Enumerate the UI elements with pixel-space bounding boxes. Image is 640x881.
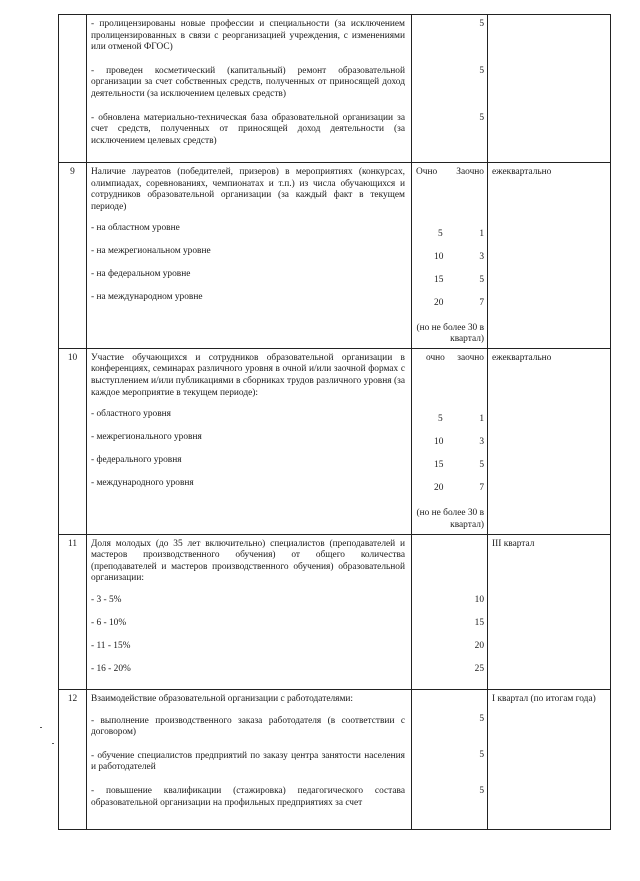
points-remote: 3 bbox=[479, 437, 484, 448]
criterion-heading: Взаимодействие образовательной организации с работодателями: bbox=[91, 693, 354, 704]
points-value bbox=[416, 595, 484, 618]
points-pair bbox=[416, 414, 484, 437]
criterion-subitem: - на международном уровне bbox=[91, 292, 203, 303]
points-value bbox=[416, 664, 484, 687]
table-row bbox=[59, 163, 611, 349]
column-label-in-person: очно bbox=[426, 352, 445, 363]
points-remote: 10 bbox=[474, 594, 484, 605]
row-number: 9 bbox=[59, 163, 87, 349]
points-value: 5 bbox=[479, 66, 484, 76]
row-period bbox=[488, 15, 611, 163]
points-value: 5 bbox=[479, 785, 484, 796]
criterion-item: - обучение специалистов предприятий по заказу центра занятости населения и работодателей bbox=[91, 750, 405, 773]
row-period: III квартал bbox=[488, 534, 611, 689]
points-remote: 7 bbox=[479, 297, 484, 308]
points-remote: 3 bbox=[479, 251, 484, 262]
row-period: ежеквартально bbox=[488, 163, 611, 349]
criterion-subitem: - 11 - 15% bbox=[91, 640, 131, 651]
points-limit-note: (но не более 30 в квартал) bbox=[416, 322, 484, 345]
points-pair bbox=[416, 252, 484, 275]
criterion-subitem: - международного уровня bbox=[91, 478, 194, 489]
row-description bbox=[87, 534, 412, 689]
points-remote: 1 bbox=[479, 228, 484, 239]
criterion-subitem: - межрегионального уровня bbox=[91, 432, 202, 443]
criterion-subitem: - областного уровня bbox=[91, 409, 171, 420]
row-period: ежеквартально bbox=[488, 348, 611, 534]
criterion-subitem: - на межрегиональном уровне bbox=[91, 246, 211, 257]
column-label-remote: заочно bbox=[457, 352, 484, 363]
points-in-person: 20 bbox=[434, 483, 444, 494]
column-label-in-person: Очно bbox=[416, 167, 438, 177]
points-pair bbox=[416, 229, 484, 252]
scan-speck bbox=[40, 727, 42, 728]
criterion-subitem: - федерального уровня bbox=[91, 455, 182, 466]
points-in-person: 5 bbox=[438, 414, 443, 425]
points-pair bbox=[416, 460, 484, 483]
points-value: 5 bbox=[479, 113, 484, 123]
row-points bbox=[412, 534, 488, 689]
points-in-person: 15 bbox=[434, 460, 444, 471]
criterion-heading: Участие обучающихся и сотрудников образовательной организации в конференциях, семинарах различного уровня в очной и/или заочной формах с выступлением и/или публикациями в сборниках трудов различного уровня (за каждое мероприятие в текущем периоде): bbox=[91, 352, 405, 398]
criterion-item: - проведен косметический (капитальный) ремонт образовательной организации за счет собственных средств, полученных от приносящей доход деятельности (за исключением целевых средств) bbox=[91, 65, 405, 99]
points-remote: 1 bbox=[479, 414, 484, 425]
points-value bbox=[416, 641, 484, 664]
table-row bbox=[59, 15, 611, 163]
scan-speck bbox=[52, 743, 54, 744]
points-remote: 5 bbox=[479, 460, 484, 471]
row-description bbox=[87, 348, 412, 534]
criterion-subitem: - 6 - 10% bbox=[91, 617, 127, 628]
criteria-table bbox=[58, 14, 611, 830]
points-value: 5 bbox=[479, 749, 484, 760]
row-points bbox=[412, 163, 488, 349]
criterion-subitem: - 3 - 5% bbox=[91, 594, 122, 605]
criterion-heading: Доля молодых (до 35 лет включительно) специалистов (преподавателей и мастеров производственного обучения) от общего количества (преподавателей и мастеров производственного обучения) образовательной организации: bbox=[91, 538, 405, 584]
points-value bbox=[416, 618, 484, 641]
points-remote: 20 bbox=[474, 640, 484, 651]
points-remote: 15 bbox=[474, 617, 484, 628]
table-row bbox=[59, 348, 611, 534]
points-pair bbox=[416, 298, 484, 321]
row-number bbox=[59, 15, 87, 163]
criterion-subitem: - на областном уровне bbox=[91, 223, 180, 234]
row-number: 10 bbox=[59, 348, 87, 534]
row-period: I квартал (по итогам года) bbox=[488, 689, 611, 829]
points-limit-note: (но не более 30 в квартал) bbox=[416, 508, 484, 530]
table-row bbox=[59, 534, 611, 689]
points-in-person: 10 bbox=[434, 437, 444, 448]
points-remote: 7 bbox=[479, 483, 484, 494]
row-description bbox=[87, 689, 412, 829]
criterion-item: - выполнение производственного заказа работодателя (в соответствии с договором) bbox=[91, 715, 405, 738]
points-pair bbox=[416, 275, 484, 298]
points-remote: 5 bbox=[479, 274, 484, 285]
row-description bbox=[87, 163, 412, 349]
row-points bbox=[412, 348, 488, 534]
criterion-subitem: - 16 - 20% bbox=[91, 663, 131, 674]
criterion-item: - повышение квалификации (стажировка) педагогического состава образовательной организации на профильных предприятиях за счет bbox=[91, 785, 405, 808]
criterion-subitem: - на федеральном уровне bbox=[91, 269, 191, 280]
criterion-item: - пролицензированы новые профессии и специальности (за исключением пролицензированных в связи с реорганизацией учреждения, с изменениями или отменой ФГОС) bbox=[91, 19, 405, 53]
row-number: 12 bbox=[59, 689, 87, 829]
row-description bbox=[87, 15, 412, 163]
points-pair bbox=[416, 483, 484, 506]
points-remote: 25 bbox=[474, 663, 484, 674]
criterion-heading: Наличие лауреатов (победителей, призеров) в мероприятиях (конкурсах, олимпиадах, соревнованиях, чемпионатах и т.п.) из числа обучающихся и сотрудников образовательной организации (за каждый факт в текущем периоде) bbox=[91, 167, 405, 212]
row-points bbox=[412, 689, 488, 829]
table-row bbox=[59, 689, 611, 829]
criterion-item: - обновлена материально-техническая база образовательной организации за счет средств, полученных от приносящей доход деятельности (за исключением целевых средств) bbox=[91, 112, 405, 146]
row-points bbox=[412, 15, 488, 163]
points-pair bbox=[416, 437, 484, 460]
points-in-person: 10 bbox=[434, 251, 444, 262]
row-number: 11 bbox=[59, 534, 87, 689]
points-value: 5 bbox=[479, 19, 484, 29]
points-in-person: 15 bbox=[434, 274, 444, 285]
points-in-person: 20 bbox=[434, 297, 444, 308]
points-value: 5 bbox=[479, 713, 484, 724]
points-in-person: 5 bbox=[438, 228, 443, 239]
column-label-remote: Заочно bbox=[456, 167, 484, 177]
